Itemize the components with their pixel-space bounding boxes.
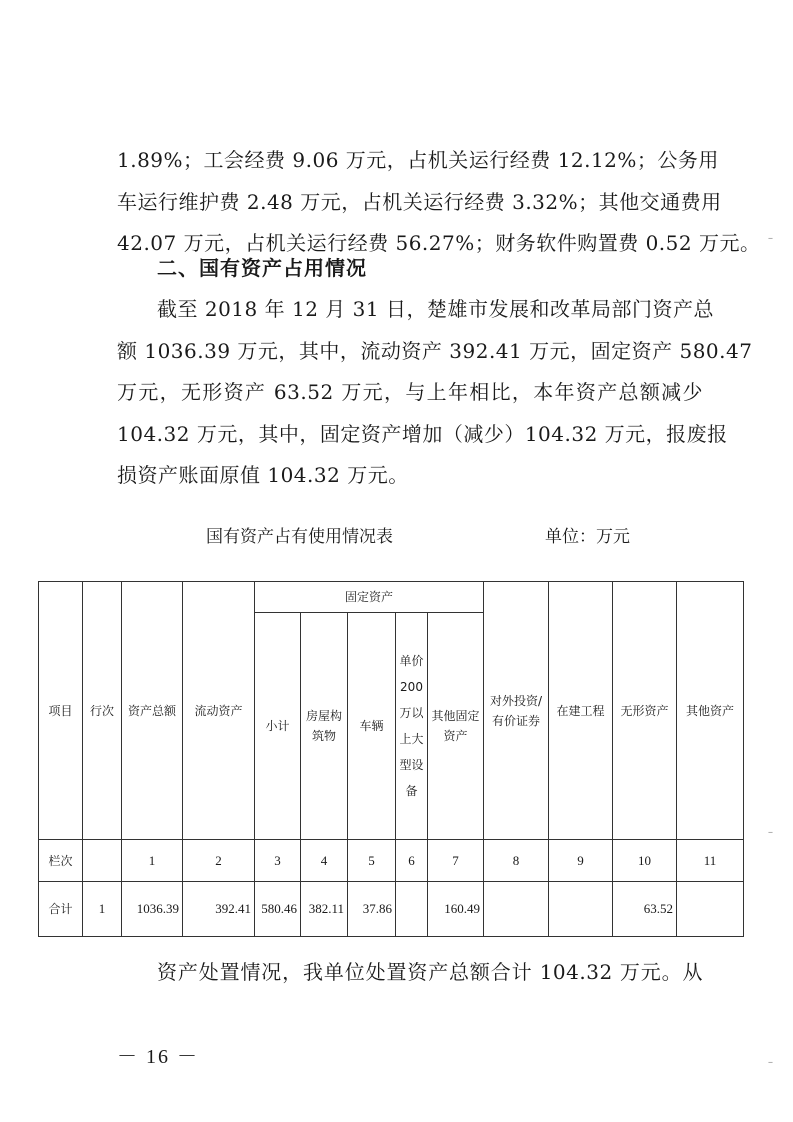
scan-mark: – (768, 1057, 773, 1068)
paragraph-expenses (117, 140, 761, 265)
header-investment (484, 582, 549, 840)
text-line: 万元，无形资产 63.52 万元，与上年相比，本年资产总额减少 (117, 380, 703, 404)
text-line: 损资产账面原值 104.32 万元。 (117, 463, 409, 487)
table-cell (549, 882, 613, 937)
table-cell: 1 (83, 882, 122, 937)
header-line: 对外投资/ (490, 693, 543, 708)
table-cell (83, 840, 122, 882)
header-other-fixed (428, 613, 484, 840)
table-cell: 7 (428, 840, 484, 882)
table-cell: 63.52 (613, 882, 677, 937)
table-cell: 382.11 (301, 882, 348, 937)
header-other: 其他资产 (677, 582, 744, 840)
table-cell: 栏次 (39, 840, 83, 882)
section-heading: 二、国有资产占用情况 (157, 256, 367, 280)
header-large-equipment (396, 613, 428, 840)
header-line: 万以 (399, 706, 424, 720)
header-line: 其他固定 (431, 709, 480, 723)
table-cell: 11 (677, 840, 744, 882)
table-cell: 4 (301, 840, 348, 882)
paragraph-assets (117, 289, 753, 497)
text-line: 42.07 万元，占机关运行经费 56.27%；财务软件购置费 0.52 万元。 (117, 231, 761, 255)
header-vehicles: 车辆 (348, 613, 396, 840)
text-line: 车运行维护费 2.48 万元，占机关运行经费 3.32%；其他交通费用 (117, 189, 722, 214)
table-cell: 3 (255, 840, 301, 882)
header-line: 筑物 (311, 729, 336, 743)
table-cell: 580.46 (255, 882, 301, 937)
table-cell: 10 (613, 840, 677, 882)
table-row-total (39, 882, 744, 937)
table-cell: 392.41 (183, 882, 255, 937)
table-cell (396, 882, 428, 937)
table-cell: 160.49 (428, 882, 484, 937)
table-title: 国有资产占有使用情况表 (206, 527, 393, 547)
header-row-no: 行次 (83, 582, 122, 840)
table-cell: 9 (549, 840, 613, 882)
table-cell: 合计 (39, 882, 83, 937)
text-line: 资产处置情况，我单位处置资产总额合计 104.32 万元。从 (157, 960, 703, 984)
header-line: 单价 (399, 654, 424, 668)
header-subtotal: 小计 (255, 613, 301, 840)
header-intangible: 无形资产 (613, 582, 677, 840)
scan-mark: – (768, 827, 773, 838)
table-cell: 6 (396, 840, 428, 882)
text-line: 104.32 万元，其中，固定资产增加（减少）104.32 万元，报废报 (117, 421, 728, 446)
text-line: 截至 2018 年 12 月 31 日，楚雄市发展和改革局部门资产总 (157, 297, 714, 321)
header-line: 上大 (399, 732, 424, 746)
header-construction: 在建工程 (549, 582, 613, 840)
header-line: 200 (400, 680, 423, 694)
header-total: 资产总额 (122, 582, 183, 840)
header-fixed-assets: 固定资产 (255, 582, 484, 613)
table-cell (484, 882, 549, 937)
table-cell: 1036.39 (122, 882, 183, 937)
table-row-columns (39, 840, 744, 882)
table-cell: 37.86 (348, 882, 396, 937)
header-line: 资产 (443, 729, 468, 743)
header-buildings (301, 613, 348, 840)
header-line: 型设 (399, 758, 424, 772)
text-line: 额 1036.39 万元，其中，流动资产 392.41 万元，固定资产 580.47 (117, 338, 753, 363)
header-item: 项目 (39, 582, 83, 840)
table-unit: 单位：万元 (545, 527, 630, 547)
table-cell (677, 882, 744, 937)
paragraph-disposal (157, 952, 703, 994)
scan-mark: – (768, 233, 773, 244)
header-current: 流动资产 (183, 582, 255, 840)
header-line: 有价证券 (492, 713, 541, 728)
table-cell: 2 (183, 840, 255, 882)
asset-table (38, 581, 744, 937)
table-cell: 5 (348, 840, 396, 882)
header-line: 房屋构 (305, 709, 342, 723)
table-cell: 8 (484, 840, 549, 882)
text-line: 1.89%；工会经费 9.06 万元，占机关运行经费 12.12%；公务用 (117, 148, 719, 172)
header-line: 备 (405, 784, 418, 798)
table-cell: 1 (122, 840, 183, 882)
page-number: － 16 － (117, 1046, 199, 1068)
